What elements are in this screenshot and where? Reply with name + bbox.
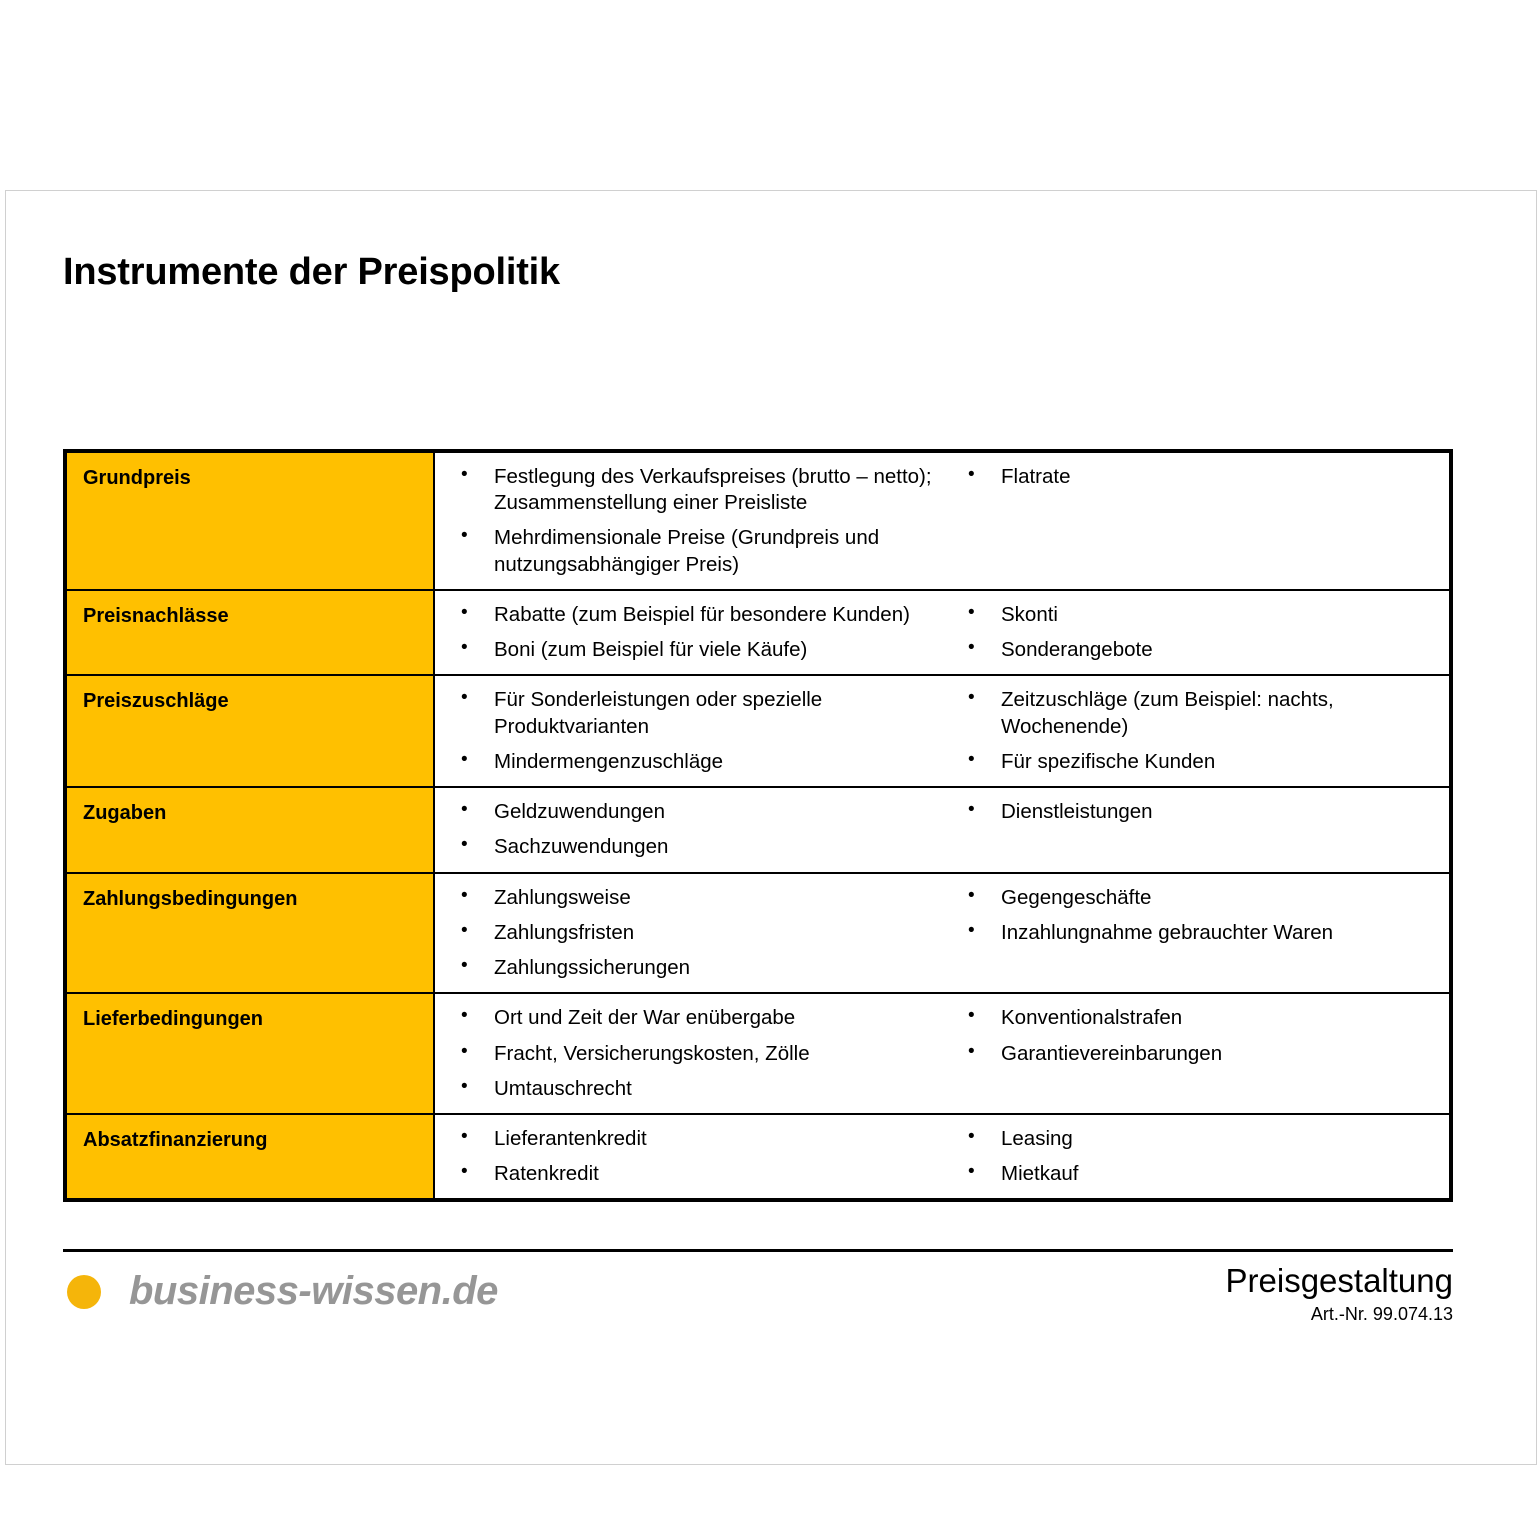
- bullet-item: • Skonti: [959, 602, 1449, 628]
- row-category-label: Zahlungsbedingungen: [83, 887, 298, 910]
- row-items-column-right: [947, 1126, 1449, 1187]
- table-row: [67, 453, 1449, 591]
- bullet-item: • Sachzuwendungen: [452, 834, 947, 860]
- row-category-cell: [67, 994, 435, 1113]
- bullet-item: • Für spezifische Kunden: [959, 749, 1449, 775]
- bullet-item: • Zahlungsweise: [452, 885, 947, 911]
- brand-logo[interactable]: [67, 1269, 498, 1314]
- row-items-column-left: [435, 885, 947, 982]
- bullet-list: [452, 885, 947, 982]
- row-category-label: Grundpreis: [83, 467, 191, 489]
- table-row: [67, 788, 1449, 873]
- row-items-area: [435, 591, 1449, 674]
- row-items-column-right: [947, 464, 1449, 578]
- document-meta: [1226, 1263, 1453, 1325]
- article-number: Art.-Nr. 99.074.13: [1310, 1304, 1453, 1325]
- table-row: [67, 591, 1449, 676]
- bullet-item: • Konventionalstrafen: [959, 1005, 1449, 1031]
- document-title: Preisgestaltung: [1225, 1262, 1453, 1299]
- row-items-area: [435, 453, 1449, 589]
- bullet-item: • Gegengeschäfte: [959, 885, 1449, 911]
- bullet-item: • Für Sonderleistungen oder spezielle Produktvarianten: [452, 687, 947, 739]
- page-title: Instrumente der Preispolitik: [63, 251, 560, 293]
- row-items-column-right: [947, 799, 1449, 860]
- row-items-column-right: [947, 1005, 1449, 1102]
- bullet-item: • Garantievereinbarungen: [959, 1041, 1449, 1067]
- bullet-list: [959, 464, 1449, 490]
- row-items-column-left: [435, 687, 947, 775]
- brand-name-label: business-wissen.de: [129, 1269, 498, 1313]
- bullet-item: • Umtauschrecht: [452, 1076, 947, 1102]
- row-category-cell: [67, 676, 435, 786]
- row-items-column-right: [947, 602, 1449, 663]
- brand-dot-icon: [67, 1275, 101, 1309]
- bullet-list: [452, 1126, 947, 1187]
- row-items-column-left: [435, 1126, 947, 1187]
- footer-divider: [63, 1249, 1453, 1252]
- slide-page: [5, 190, 1537, 1465]
- row-category-label: Zugaben: [83, 802, 167, 825]
- bullet-item: • Mehrdimensionale Preise (Grundpreis und nutzungsabhängiger Preis): [452, 525, 947, 577]
- slide-footer: [63, 1257, 1453, 1357]
- table-row: [67, 874, 1449, 995]
- bullet-item: • Zahlungsfristen: [452, 920, 947, 946]
- bullet-item: • Geldzuwendungen: [452, 799, 947, 825]
- bullet-list: [959, 799, 1449, 825]
- row-category-cell: [67, 453, 435, 589]
- row-category-label: Preiszuschläge: [83, 690, 229, 713]
- row-items-area: [435, 676, 1449, 786]
- row-category-label: Lieferbedingungen: [83, 1008, 263, 1031]
- row-items-area: [435, 788, 1449, 871]
- table-row: [67, 1115, 1449, 1198]
- bullet-list: [452, 602, 947, 663]
- row-category-cell: [67, 788, 435, 871]
- pricing-instruments-table: [63, 449, 1453, 1202]
- bullet-item: • Lieferantenkredit: [452, 1126, 947, 1152]
- bullet-list: [959, 1126, 1449, 1187]
- row-items-area: [435, 874, 1449, 993]
- bullet-item: • Festlegung des Verkaufspreises (brutto – netto); Zusammenstellung einer Preisliste: [452, 464, 947, 516]
- row-category-cell: [67, 874, 435, 993]
- bullet-item: • Sonderangebote: [959, 637, 1449, 663]
- row-items-column-right: [947, 885, 1449, 982]
- bullet-list: [959, 687, 1449, 775]
- bullet-list: [452, 464, 947, 578]
- bullet-item: • Fracht, Versicherungskosten, Zölle: [452, 1041, 947, 1067]
- bullet-list: [959, 602, 1449, 663]
- bullet-item: • Leasing: [959, 1126, 1449, 1152]
- bullet-item: • Mietkauf: [959, 1161, 1449, 1187]
- bullet-list: [959, 885, 1449, 946]
- bullet-item: • Inzahlungnahme gebrauchter Waren: [959, 920, 1449, 946]
- row-items-column-left: [435, 1005, 947, 1102]
- row-category-cell: [67, 591, 435, 674]
- bullet-item: • Zeitzuschläge (zum Beispiel: nachts, Wochenende): [959, 687, 1449, 739]
- bullet-list: [452, 687, 947, 775]
- bullet-list: [959, 1005, 1449, 1066]
- row-items-column-left: [435, 602, 947, 663]
- row-category-cell: [67, 1115, 435, 1198]
- table-row: [67, 994, 1449, 1115]
- table-row: [67, 676, 1449, 788]
- bullet-list: [452, 1005, 947, 1102]
- bullet-item: • Flatrate: [959, 464, 1449, 490]
- row-items-column-left: [435, 799, 947, 860]
- bullet-item: • Mindermengenzuschläge: [452, 749, 947, 775]
- bullet-item: • Dienstleistungen: [959, 799, 1449, 825]
- row-category-label: Absatzfinanzierung: [83, 1128, 268, 1151]
- bullet-list: [452, 799, 947, 860]
- bullet-item: • Rabatte (zum Beispiel für besondere Kunden): [452, 602, 947, 628]
- bullet-item: • Ratenkredit: [452, 1161, 947, 1187]
- row-items-column-right: [947, 687, 1449, 775]
- row-items-column-left: [435, 464, 947, 578]
- bullet-item: • Zahlungssicherungen: [452, 955, 947, 981]
- row-items-area: [435, 1115, 1449, 1198]
- row-items-area: [435, 994, 1449, 1113]
- row-category-label: Preisnachlässe: [83, 604, 229, 627]
- bullet-item: • Boni (zum Beispiel für viele Käufe): [452, 637, 947, 663]
- bullet-item: • Ort und Zeit der War enübergabe: [452, 1005, 947, 1031]
